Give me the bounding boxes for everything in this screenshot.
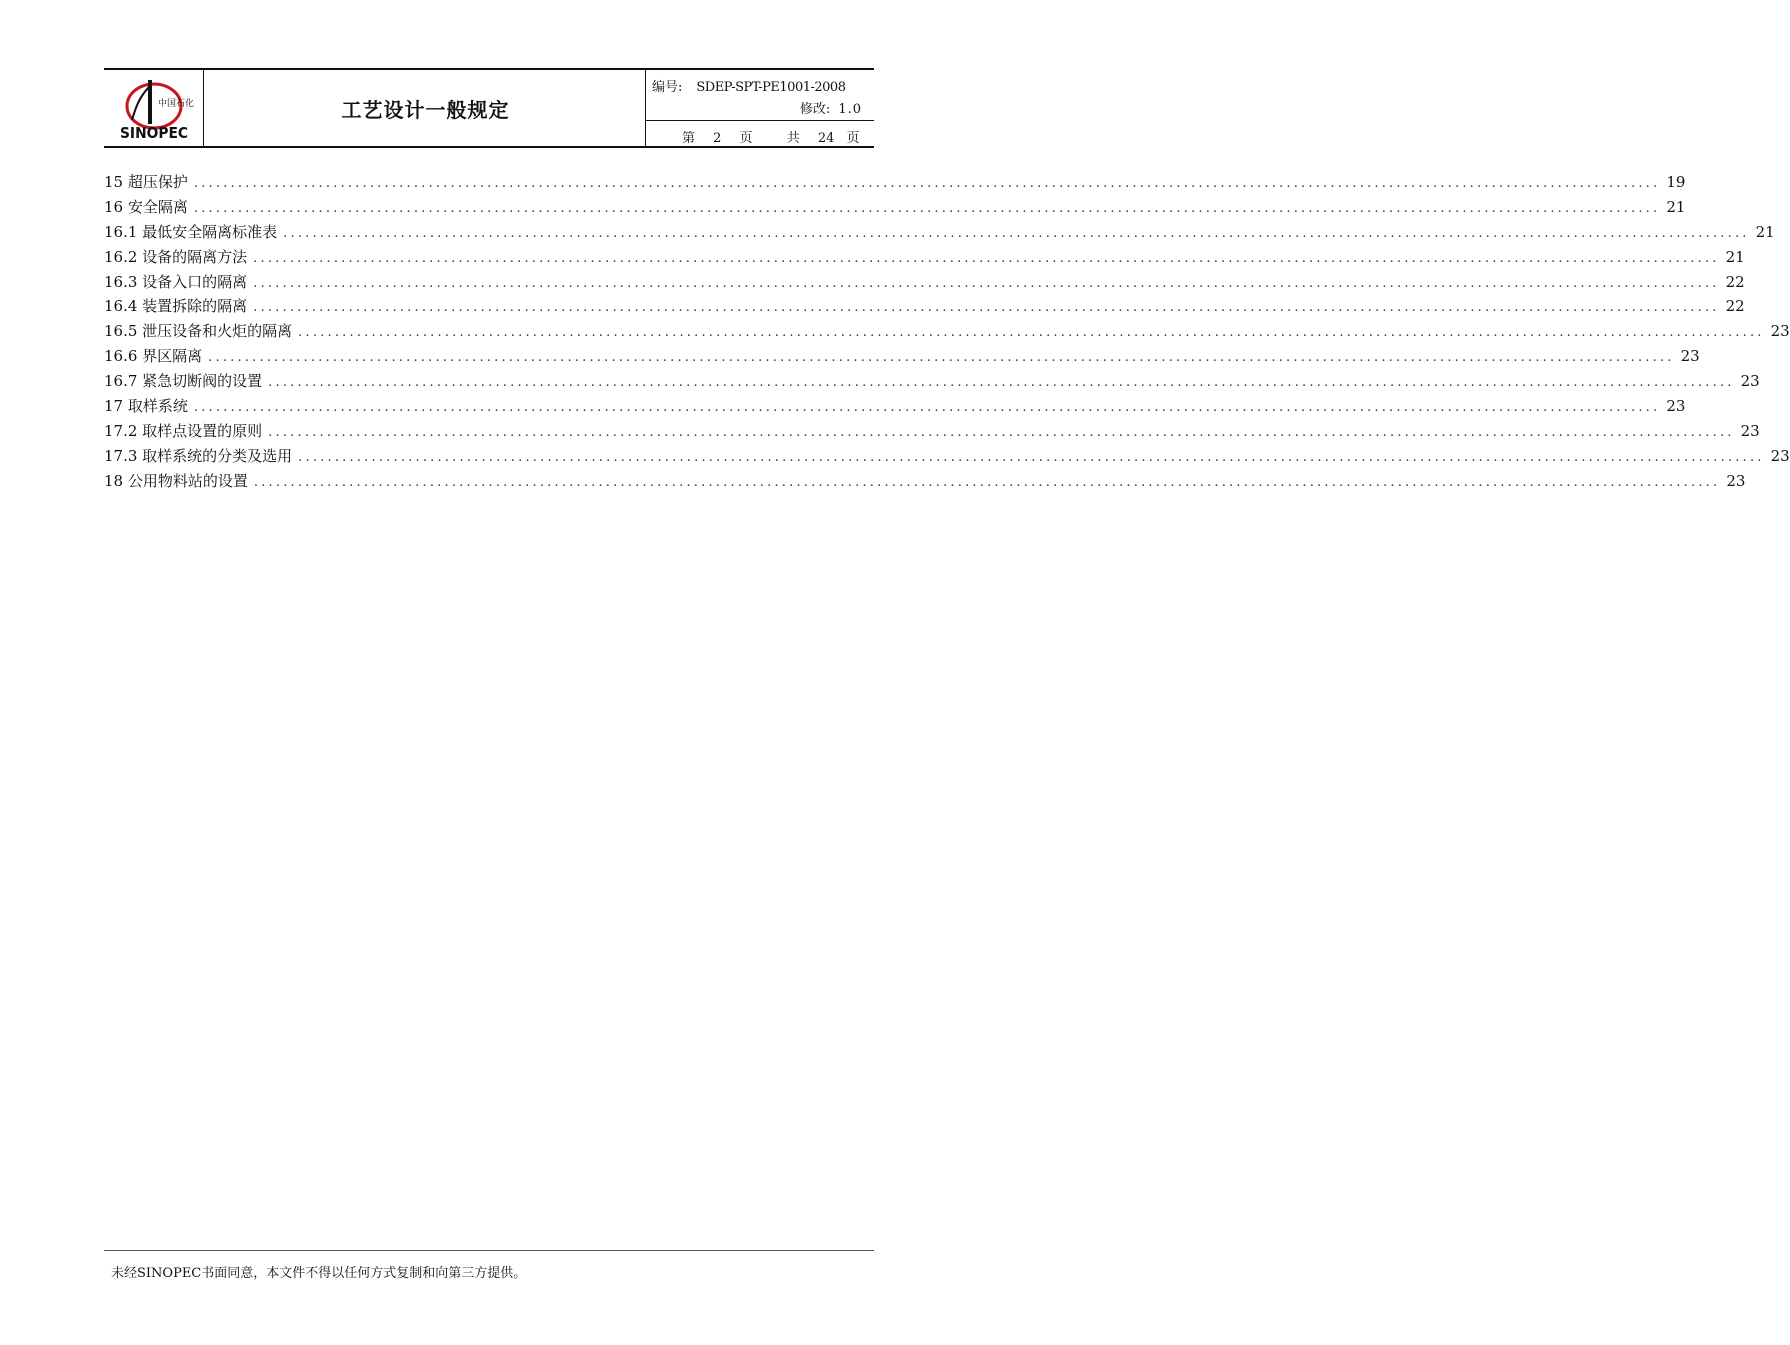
- toc-entry-page: 23: [1726, 471, 1746, 490]
- toc-dot-leader: ........................................................................................................................................................................................................: [253, 275, 1720, 291]
- table-of-contents: [104, 170, 1790, 494]
- title-cell: [204, 70, 646, 146]
- toc-dot-leader: ........................................................................................................................................................................................................: [193, 400, 1661, 416]
- document-title: 工艺设计一般规定: [341, 97, 510, 122]
- toc-entry-page: 23: [1770, 446, 1790, 465]
- page-unit: 页: [739, 131, 753, 146]
- toc-entry-label: 16.5 泄压设备和火炬的隔离: [104, 322, 293, 341]
- page-info: [682, 127, 860, 146]
- toc-entry[interactable]: [104, 419, 1760, 444]
- toc-entry[interactable]: [104, 444, 1790, 469]
- page-prefix: 第: [682, 131, 696, 146]
- toc-dot-leader: ........................................................................................................................................................................................................: [283, 225, 1750, 241]
- toc-dot-leader: ........................................................................................................................................................................................................: [253, 474, 1721, 490]
- toc-entry-label: 17.2 取样点设置的原则: [104, 421, 263, 440]
- total-prefix: 共: [786, 131, 800, 146]
- toc-entry[interactable]: [104, 294, 1745, 319]
- toc-entry-label: 16.4 装置拆除的隔离: [104, 297, 248, 316]
- toc-dot-leader: ........................................................................................................................................................................................................: [268, 375, 1735, 391]
- toc-entry-page: 21: [1666, 197, 1686, 216]
- toc-entry[interactable]: [104, 170, 1686, 195]
- toc-entry[interactable]: [104, 220, 1775, 245]
- footer-divider: [104, 1250, 874, 1251]
- toc-dot-leader: ........................................................................................................................................................................................................: [298, 449, 1765, 465]
- logo-cn-text: 中国石化: [158, 99, 195, 109]
- toc-dot-leader: ........................................................................................................................................................................................................: [268, 424, 1735, 440]
- code-value: SDEP-SPT-PE1001-2008: [696, 80, 846, 95]
- toc-entry[interactable]: [104, 319, 1790, 344]
- toc-entry-label: 16.3 设备入口的隔离: [104, 272, 248, 291]
- toc-entry[interactable]: [104, 270, 1745, 295]
- revision-value: 1.0: [838, 102, 862, 117]
- toc-entry-page: 23: [1680, 347, 1700, 366]
- toc-entry-page: 22: [1725, 272, 1745, 291]
- meta-page-block: [646, 121, 874, 146]
- toc-entry-label: 16 安全隔离: [104, 197, 188, 216]
- toc-dot-leader: ........................................................................................................................................................................................................: [193, 200, 1661, 216]
- toc-entry[interactable]: [104, 369, 1760, 394]
- toc-entry-page: 23: [1740, 372, 1760, 391]
- toc-entry[interactable]: [104, 394, 1686, 419]
- document-code: [652, 76, 845, 95]
- toc-entry-page: 19: [1666, 173, 1686, 191]
- toc-entry-label: 16.2 设备的隔离方法: [104, 247, 248, 266]
- toc-entry-label: 17 取样系统: [104, 397, 188, 416]
- footer-notice: 未经SINOPEC书面同意，本文件不得以任何方式复制和向第三方提供。: [111, 1266, 527, 1281]
- meta-code-block: [646, 70, 874, 121]
- toc-entry[interactable]: [104, 245, 1745, 270]
- total-unit: 页: [846, 131, 860, 146]
- meta-cell: [646, 70, 874, 146]
- toc-entry[interactable]: [104, 344, 1700, 369]
- toc-entry-page: 23: [1770, 322, 1790, 341]
- document-revision: [800, 98, 862, 117]
- total-pages: 24: [817, 131, 835, 146]
- page-number: 2: [713, 131, 722, 146]
- toc-dot-leader: ........................................................................................................................................................................................................: [253, 250, 1720, 266]
- document-header: [104, 68, 874, 148]
- toc-entry-label: 15 超压保护: [104, 173, 188, 191]
- toc-entry-label: 16.6 界区隔离: [104, 347, 203, 366]
- toc-entry-page: 21: [1755, 222, 1775, 241]
- toc-entry-page: 23: [1666, 397, 1686, 416]
- toc-entry-label: 18 公用物料站的设置: [104, 471, 248, 490]
- toc-entry-label: 16.1 最低安全隔离标准表: [104, 222, 278, 241]
- toc-entry-label: 17.3 取样系统的分类及选用: [104, 446, 293, 465]
- toc-entry-page: 22: [1725, 297, 1745, 316]
- toc-entry[interactable]: [104, 195, 1686, 220]
- toc-entry-page: 21: [1725, 247, 1745, 266]
- sinopec-logo-icon: [114, 76, 194, 142]
- toc-entry[interactable]: [104, 469, 1746, 494]
- logo-cell: [104, 70, 204, 146]
- toc-dot-leader: ........................................................................................................................................................................................................: [253, 300, 1720, 316]
- toc-entry-label: 16.7 紧急切断阀的设置: [104, 372, 263, 391]
- revision-label: 修改:: [799, 102, 831, 117]
- code-label: 编号:: [652, 80, 683, 95]
- toc-dot-leader: ........................................................................................................................................................................................................: [193, 176, 1661, 191]
- toc-entry-page: 23: [1740, 421, 1760, 440]
- logo-text: SINOPEC: [120, 124, 188, 142]
- toc-dot-leader: ........................................................................................................................................................................................................: [208, 350, 1675, 366]
- toc-dot-leader: ........................................................................................................................................................................................................: [298, 325, 1765, 341]
